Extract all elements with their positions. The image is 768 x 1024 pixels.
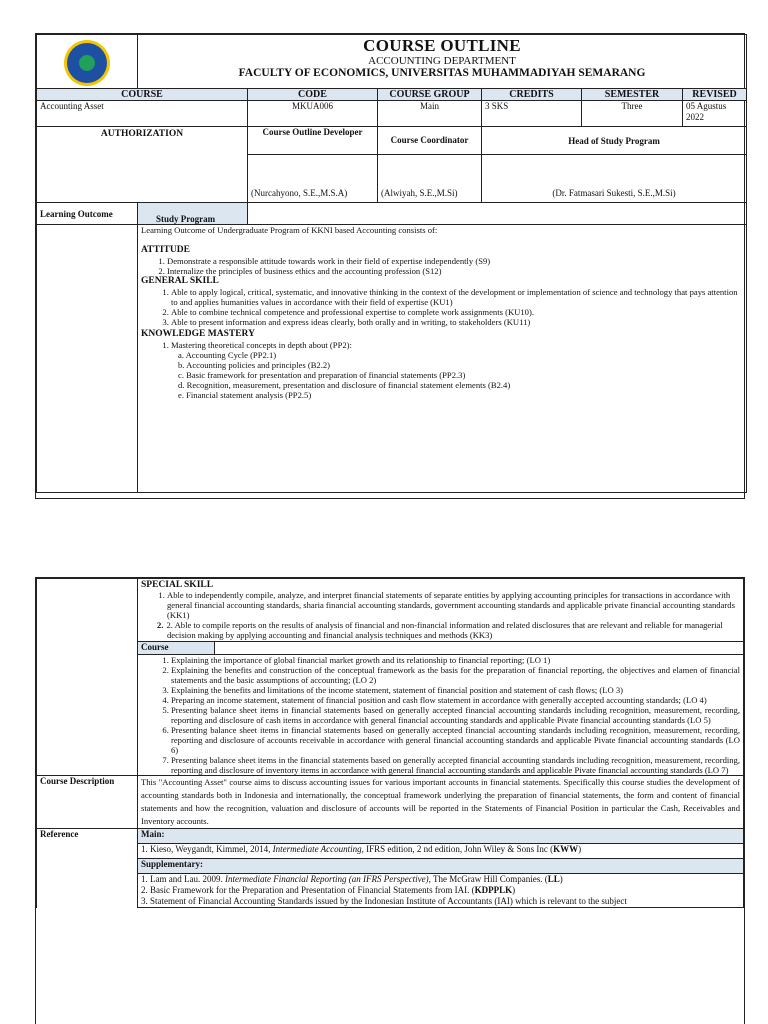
list-item: b. Accounting policies and principles (B2.2): [178, 360, 331, 370]
course-lo-content: [138, 655, 744, 776]
list-item: [141, 885, 740, 896]
university-logo-icon: [67, 43, 107, 83]
list-item: 4. Preparing an income statement, statement of financial position and cash flow statement in accordance with generally accepted accounting standards; (LO 4): [171, 695, 740, 705]
course-details-table: [36, 578, 744, 908]
list-item: 5. Presenting balance sheet items in financial statements based on generally accepted financial accounting standards including recognition, measurement, recording, reporting and disclosure of cash items in accordance with general financial accounting standards and applicable Pivate financial accounting standards (LO 5): [171, 705, 740, 725]
list-item: 1. Able to apply logical, critical, systematic, and innovative thinking in the context of the development or implementation of science and technology that pays attention to and applies humanities values in accordance with their field of expertise (KU1): [171, 287, 743, 307]
ref-text: ): [512, 885, 516, 895]
course-credits: 3 SKS: [482, 101, 582, 127]
reference-label: Reference: [37, 829, 138, 844]
list-item: [141, 874, 740, 885]
course-group: Main: [378, 101, 482, 127]
list-item: e. Financial statement analysis (PP2.5): [178, 390, 312, 400]
supplementary-list: [138, 874, 744, 908]
list-item: d. Recognition, measurement, presentation and disclosure of financial statement elements (B2.4): [178, 380, 511, 390]
course-label: Course: [138, 642, 215, 655]
course-outline-page-1: [35, 33, 745, 499]
column-revised: REVISED: [683, 89, 747, 101]
learning-outcome-label: Learning Outcome: [37, 203, 138, 225]
ref-title: Intermediate Accounting,: [272, 844, 364, 854]
logo-cell: [37, 35, 138, 89]
list-item: 1. Explaining the importance of global financial market growth and its relationship to financial reporting; (LO 1): [171, 655, 740, 665]
list-item: 6. Presenting balance sheet items in financial statements based on generally accepted financial accounting standards including recognition, measurement, recording, reporting and disclosure of accounts receivable in accordance with general financial accounting standards and applicable Pivate financial accounting standards (LO 6): [171, 725, 740, 755]
column-group: COURSE GROUP: [378, 89, 482, 101]
ref-code: LL: [547, 874, 560, 884]
ref-text: IFRS edition, 2 nd edition, John Wiley & Sons Inc (: [363, 844, 554, 854]
course-revised: 05 Agustus 2022: [683, 101, 747, 127]
department-name: ACCOUNTING DEPARTMENT: [368, 55, 516, 67]
list-item: 1. Able to independently compile, analyze, and interpret financial statements of separate entities by applying accounting principles for transactions in accordance with general financial accounting standards, sharia financial accounting standards, government accounting standards and applicable private financial accounting standards (KK1): [167, 590, 740, 620]
course-label-spacer: [215, 642, 744, 655]
list-item: c. Basic framework for presentation and preparation of financial statements (PP2.3): [178, 370, 466, 380]
ref-code: KWW: [553, 844, 579, 854]
list-item: 1. Demonstrate a responsible attitude towards work in their field of expertise independently (S9): [167, 256, 743, 266]
head-label: Head of Study Program: [482, 127, 747, 155]
course-description: This "Accounting Asset" course aims to discuss accounting issues for various important accounts in financial statements. Specifically this course studies the development of accounting standards both in Indonesia and internationally, the conceptual framework underlying the preparation of financial statements, the form and content of financial statements and how the recognition, valuation and disclosure of accounts will be reported in the Statements of Financial Position in particular the Cash, Receivables and Inventory accounts.: [138, 776, 744, 829]
course-lo-left: [37, 655, 138, 776]
list-item: 1. Mastering theoretical concepts in depth about (PP2):: [171, 340, 743, 350]
head-signature: (Dr. Fatmasari Sukesti, S.E.,M.Si): [482, 155, 747, 203]
ref-text: 2. Basic Framework for the Preparation and Presentation of Financial Statements from IAI. (: [141, 885, 475, 895]
list-item-text: 2. Able to compile reports on the results of analysis of financial and non-financial information and related disclosures that are relevant and reliable for managerial decision making by applying accounting and financial analysis techniques and methods (KK3): [166, 620, 723, 640]
column-credits: CREDITS: [482, 89, 582, 101]
column-course: COURSE: [37, 89, 248, 101]
developer-label: Course Outline Developer: [248, 127, 378, 155]
ref-code: KDPPLK: [474, 885, 513, 895]
attitude-title: ATTITUDE: [141, 245, 190, 255]
coordinator-label: Course Coordinator: [378, 127, 482, 155]
reference-left: [37, 844, 138, 859]
list-item: 2. Explaining the benefits and construction of the conceptual framework as the basis for the preparation of financial reporting, the objectives and elamen of financial statements and the basic assumptions of accounting; (LO 2): [171, 665, 740, 685]
ref-text: The McGraw Hill Companies. (: [430, 874, 548, 884]
coordinator-signature: (Alwiyah, S.E.,M.Si): [378, 155, 482, 203]
knowledge-sublist: [178, 350, 743, 400]
ref-text: ): [559, 874, 563, 884]
supplementary-label: Supplementary:: [138, 859, 744, 874]
column-semester: SEMESTER: [582, 89, 683, 101]
learning-outcome-left: [37, 225, 138, 493]
special-skill-list: [141, 590, 740, 640]
study-program-label: Study Program: [138, 203, 248, 225]
reference-left: [37, 874, 138, 908]
course-left: [37, 642, 138, 655]
general-skill-list: [141, 287, 743, 327]
developer-signature: (Nurcahyono, S.E.,M.S.A): [248, 155, 378, 203]
course-lo-list: [141, 655, 740, 775]
special-skill-title: SPECIAL SKILL: [141, 580, 214, 590]
course-outline-table: [36, 34, 747, 493]
ref-text: 1. Lam and Lau. 2009.: [141, 874, 225, 884]
attitude-list: [141, 256, 743, 276]
list-item: a. Accounting Cycle (PP2.1): [178, 350, 277, 360]
special-skill-left: [37, 579, 138, 642]
list-item: 3. Statement of Financial Accounting Standards issued by the Indonesian Institute of Accountants (IAI) which is relevant to the subject: [141, 896, 627, 906]
learning-outcome-spacer: [248, 203, 747, 225]
main-reference-item: [138, 844, 744, 859]
list-item: 2. Able to combine technical competence and professional expertise to complete work assignments (KU10).: [171, 307, 743, 317]
faculty-name: FACULTY OF ECONOMICS, UNIVERSITAS MUHAMMADIYAH SEMARANG: [238, 67, 646, 79]
knowledge-title: KNOWLEDGE MASTERY: [141, 329, 255, 339]
column-code: CODE: [248, 89, 378, 101]
course-semester: Three: [582, 101, 683, 127]
list-item: 2. Internalize the principles of business ethics and the accounting profession (S12): [167, 266, 743, 276]
learning-outcome-intro: Learning Outcome of Undergraduate Program of KKNI based Accounting consists of:: [141, 225, 438, 235]
course-description-label: Course Description: [37, 776, 138, 829]
ref-text: ): [578, 844, 582, 854]
course-name: Accounting Asset: [37, 101, 248, 127]
main-reference-label: Main:: [138, 829, 744, 844]
ref-title: Intermediate Financial Reporting (an IFRS Perspective),: [224, 874, 431, 884]
course-outline-page-2: [35, 577, 745, 1024]
general-skill-title: GENERAL SKILL: [141, 276, 219, 286]
ref-text: 1. Kieso, Weygandt, Kimmel, 2014,: [141, 844, 273, 854]
header-cell: [138, 35, 747, 89]
list-item: 3. Able to present information and express ideas clearly, both orally and in writing, to stakeholders (KU11): [171, 317, 743, 327]
reference-left: [37, 859, 138, 874]
special-skill-content: [138, 579, 744, 642]
page-title: COURSE OUTLINE: [363, 36, 521, 55]
list-item: 2. 2. Able to compile reports on the results of analysis of financial and non-financial information and related disclosures that are relevant and reliable for managerial decision making by applying accounting and financial analysis techniques and methods (KK3): [157, 620, 723, 640]
list-item: 7. Presenting balance sheet items in the financial statements based on generally accepted financial accounting standards including recognition, measurement, recording, reporting and disclosure of inventory items in accordance with general financial accounting standards and applicable Pivate financial accounting standards (LO 7): [171, 755, 740, 775]
learning-outcome-content: [138, 225, 747, 493]
course-code: MKUA006: [248, 101, 378, 127]
knowledge-list: [141, 340, 743, 350]
list-item: 3. Explaining the benefits and limitations of the income statement, statement of financial position and statement of cash flows; (LO 3): [171, 685, 740, 695]
authorization-label: AUTHORIZATION: [37, 127, 248, 203]
